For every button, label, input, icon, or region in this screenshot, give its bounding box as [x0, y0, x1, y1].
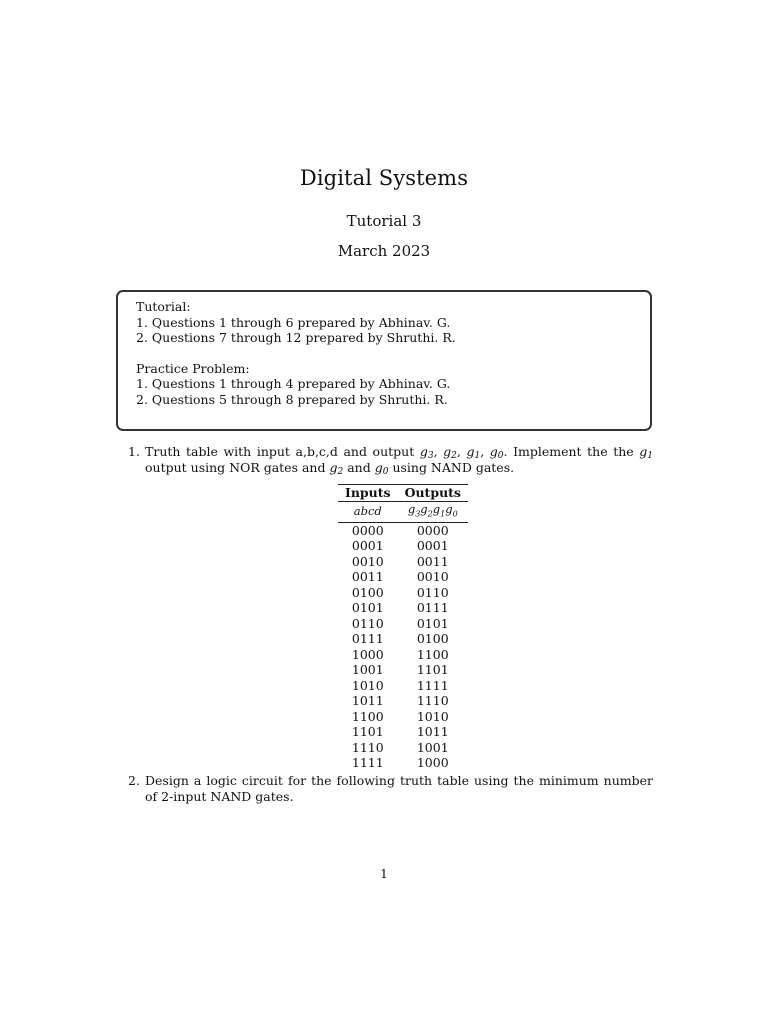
table-row — [338, 662, 468, 678]
math-var: $g_1$ — [466, 444, 481, 461]
output-cell: 0110 — [416, 584, 449, 600]
tutorial-item: 1. Questions 1 through 6 prepared by Abhinav. G. — [136, 314, 451, 330]
output-cell: 1111 — [416, 677, 449, 693]
input-cell: 0110 — [351, 615, 384, 631]
output-cell: 0010 — [416, 569, 449, 585]
math-var: $g_3$ — [419, 444, 434, 461]
input-cell: 1000 — [351, 646, 384, 662]
header-outputs: Outputs — [398, 485, 468, 502]
table-row — [338, 569, 468, 585]
output-cell: 0011 — [416, 553, 449, 569]
input-cell: 0111 — [351, 631, 384, 647]
input-cell: 1010 — [351, 677, 384, 693]
table-row — [338, 631, 468, 647]
output-cell: 0000 — [416, 522, 449, 538]
question-2 — [128, 773, 653, 804]
table-row — [338, 755, 468, 771]
practice-heading: Practice Problem: — [136, 360, 250, 376]
table-row — [338, 693, 468, 709]
output-cell: 1001 — [416, 739, 449, 755]
table-row — [338, 678, 468, 694]
tutorial-heading: Tutorial: — [136, 299, 191, 314]
output-cell: 1000 — [416, 755, 449, 771]
math-var: $g_1$ — [639, 444, 654, 461]
input-cell: 1110 — [351, 739, 384, 755]
output-cell: 1110 — [416, 693, 449, 709]
table-row — [338, 647, 468, 663]
input-cell: 0101 — [351, 600, 384, 616]
page-number: 1 — [380, 866, 388, 881]
question-number: 2. — [128, 773, 140, 788]
table-row — [338, 600, 468, 616]
question-1 — [128, 444, 653, 475]
input-cell: 1100 — [351, 708, 384, 724]
table-row — [338, 522, 468, 538]
input-cell: 0001 — [351, 538, 384, 554]
output-cell: 0111 — [416, 600, 449, 616]
input-cell: 0011 — [351, 569, 384, 585]
preparer-info-box — [116, 290, 652, 431]
input-cell: 0000 — [351, 522, 384, 538]
question-number: 1. — [128, 444, 140, 459]
question-text: Truth table with input a,b,c,d and output $g_3$, $g_2$, $g_1$, $g_0$. Implement the the $g_1$ output using NOR gates and $g_2$ and $g_0$ using NAND gates. — [145, 444, 654, 477]
table-row — [338, 554, 468, 570]
question-text: Design a logic circuit for the following truth table using the minimum number of 2-input NAND gates. — [145, 773, 653, 804]
input-cell: 0100 — [351, 584, 384, 600]
output-cell: 1100 — [416, 646, 449, 662]
output-cell: 1010 — [416, 708, 449, 724]
math-var: $g_0$ — [374, 459, 389, 477]
math-var: $g_2$ — [329, 459, 344, 477]
truth-table — [338, 484, 468, 771]
input-cell: 1111 — [351, 755, 384, 771]
table-row — [338, 740, 468, 756]
output-vars: $g_3g_2g_1g_0$ — [398, 502, 468, 523]
math-var: $g_0$ — [489, 444, 504, 461]
practice-item: 1. Questions 1 through 4 prepared by Abhinav. G. — [136, 376, 451, 391]
math-var: $g_2$ — [443, 444, 457, 461]
document-subtitle: Tutorial 3 — [346, 212, 422, 230]
output-cell: 0101 — [416, 615, 449, 631]
output-cell: 0100 — [416, 631, 449, 647]
output-cell: 1101 — [416, 662, 449, 678]
output-cell: 0001 — [416, 538, 449, 554]
document-date: March 2023 — [337, 242, 431, 260]
table-row — [338, 709, 468, 725]
input-cell: 0010 — [351, 553, 384, 569]
table-row — [338, 616, 468, 632]
output-cell: 1011 — [416, 724, 449, 740]
tutorial-item: 2. Questions 7 through 12 prepared by Shruthi. R. — [136, 330, 456, 345]
input-cell: 1101 — [351, 724, 384, 740]
table-row — [338, 724, 468, 740]
header-inputs: Inputs — [338, 485, 398, 502]
practice-item: 2. Questions 5 through 8 prepared by Shruthi. R. — [136, 391, 448, 407]
table-row — [338, 538, 468, 554]
input-cell: 1011 — [351, 693, 384, 709]
variable-row — [338, 502, 468, 523]
input-vars: abcd — [338, 502, 398, 523]
input-cell: 1001 — [351, 662, 384, 678]
table-row — [338, 585, 468, 601]
document-title: Digital Systems — [299, 166, 469, 190]
